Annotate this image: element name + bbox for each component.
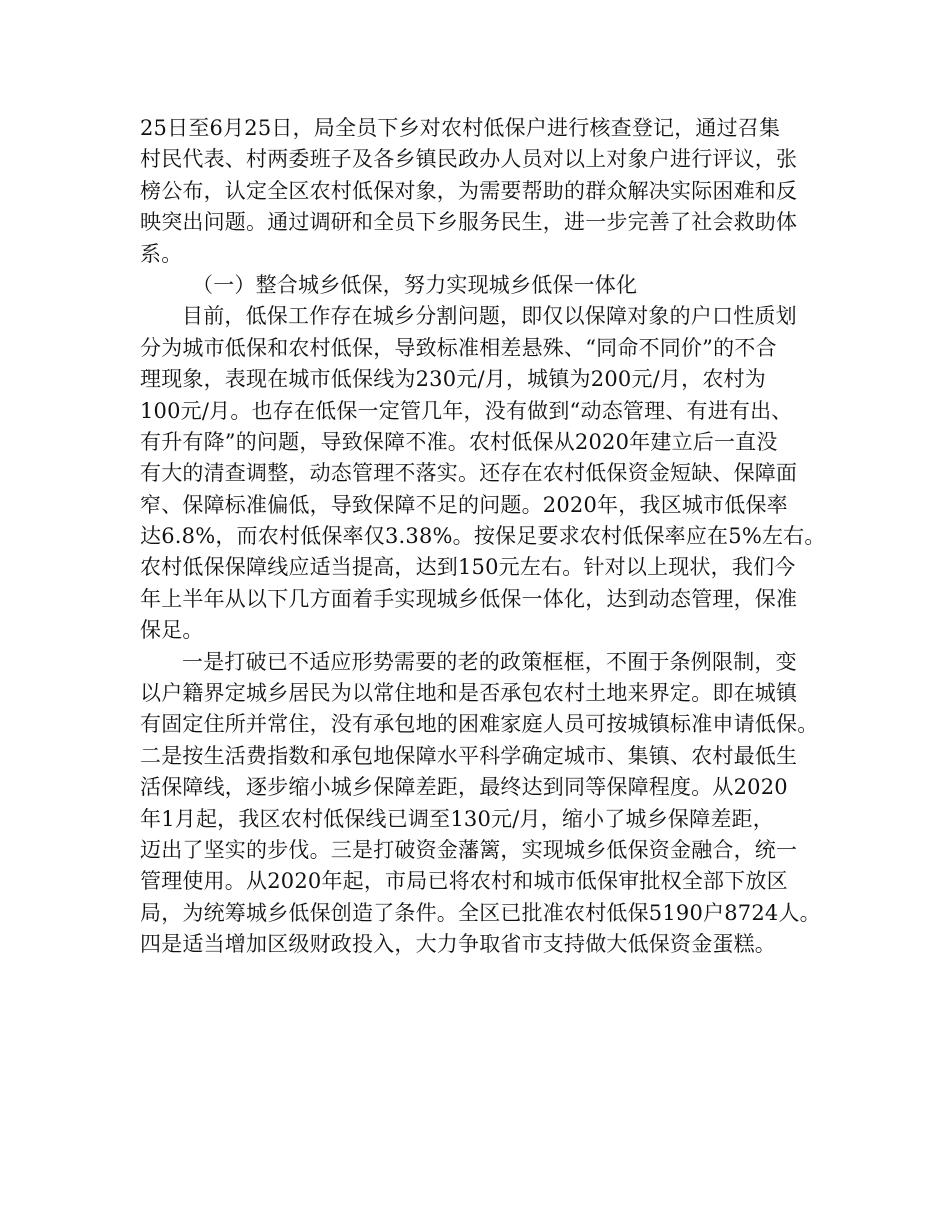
text-line: 25日至6月25日，局全员下乡对农村低保户进行核查登记，通过召集 [140, 116, 781, 140]
text-line: 管理使用。从2020年起，市局已将农村和城市低保审批权全部下放区 [140, 869, 788, 894]
section-heading [140, 270, 820, 301]
text-line: 四是适当增加区级财政投入，大力争取省市支持做大低保资金蛋糕。 [140, 932, 776, 957]
text-line: 年1月起，我区农村低保线已调至130元/月，缩小了城乡保障差距， [140, 806, 774, 831]
paragraph-intro [140, 113, 820, 270]
text-line: 保足。 [140, 618, 204, 643]
document-body [140, 113, 826, 961]
text-line: 达6.8%，而农村低保率仅3.38%。按保足要求农村低保率应在5%左右。 [140, 524, 826, 549]
text-line: 一是打破已不适应形势需要的老的政策框框，不囿于条例限制，变 [182, 649, 797, 674]
text-line: 农村低保保障线应适当提高，达到150元左右。针对以上现状，我们今 [140, 555, 796, 580]
text-line: 榜公布，认定全区农村低保对象，为需要帮助的群众解决实际困难和反 [140, 178, 798, 203]
text-line: 活保障线，逐步缩小城乡保障差距，最终达到同等保障程度。从2020 [140, 775, 788, 800]
text-line: 局，为统筹城乡低保创造了条件。全区已批准农村低保5190户8724人。 [140, 900, 821, 925]
text-line: 年上半年从以下几方面着手实现城乡低保一体化，达到动态管理，保准 [140, 586, 798, 611]
text-line: 窄、保障标准偏低，导致保障不足的问题。2020年，我区城市低保率 [140, 492, 788, 517]
paragraph-current-situation [140, 301, 826, 646]
text-line: 以户籍界定城乡居民为以常住地和是否承包农村土地来界定。即在城镇 [140, 681, 798, 706]
text-line: 系。 [140, 241, 183, 266]
text-line: 理现象，表现在城市低保线为230元/月，城镇为200元/月，农村为 [140, 367, 766, 392]
paragraph-measures [140, 647, 820, 961]
text-line: 有升有降”的问题，导致保障不准。农村低保从2020年建立后一直没 [140, 429, 778, 454]
text-line: 迈出了坚实的步伐。三是打破资金藩篱，实现城乡低保资金融合，统一 [140, 837, 798, 862]
text-line: 映突出问题。通过调研和全员下乡服务民生，进一步完善了社会救助体 [140, 210, 798, 235]
text-line: 目前，低保工作存在城乡分割问题，即仅以保障对象的户口性质划 [182, 304, 797, 329]
text-line: 村民代表、村两委班子及各乡镇民政办人员对以上对象户进行评议，张 [140, 147, 798, 172]
heading-line: （一）整合城乡低保，努力实现城乡低保一体化 [192, 272, 638, 297]
text-line: 有大的清查调整，动态管理不落实。还存在农村低保资金短缺、保障面 [140, 461, 798, 486]
text-line: 100元/月。也存在低保一定管几年，没有做到“动态管理、有进有出、 [140, 398, 793, 423]
text-line: 二是按生活费指数和承包地保障水平科学确定城市、集镇、农村最低生 [140, 743, 798, 768]
text-line: 分为城市低保和农村低保，导致标准相差悬殊、“同命不同价”的不合 [140, 335, 777, 360]
text-line: 有固定住所并常住，没有承包地的困难家庭人员可按城镇标准申请低保。 [140, 712, 819, 737]
